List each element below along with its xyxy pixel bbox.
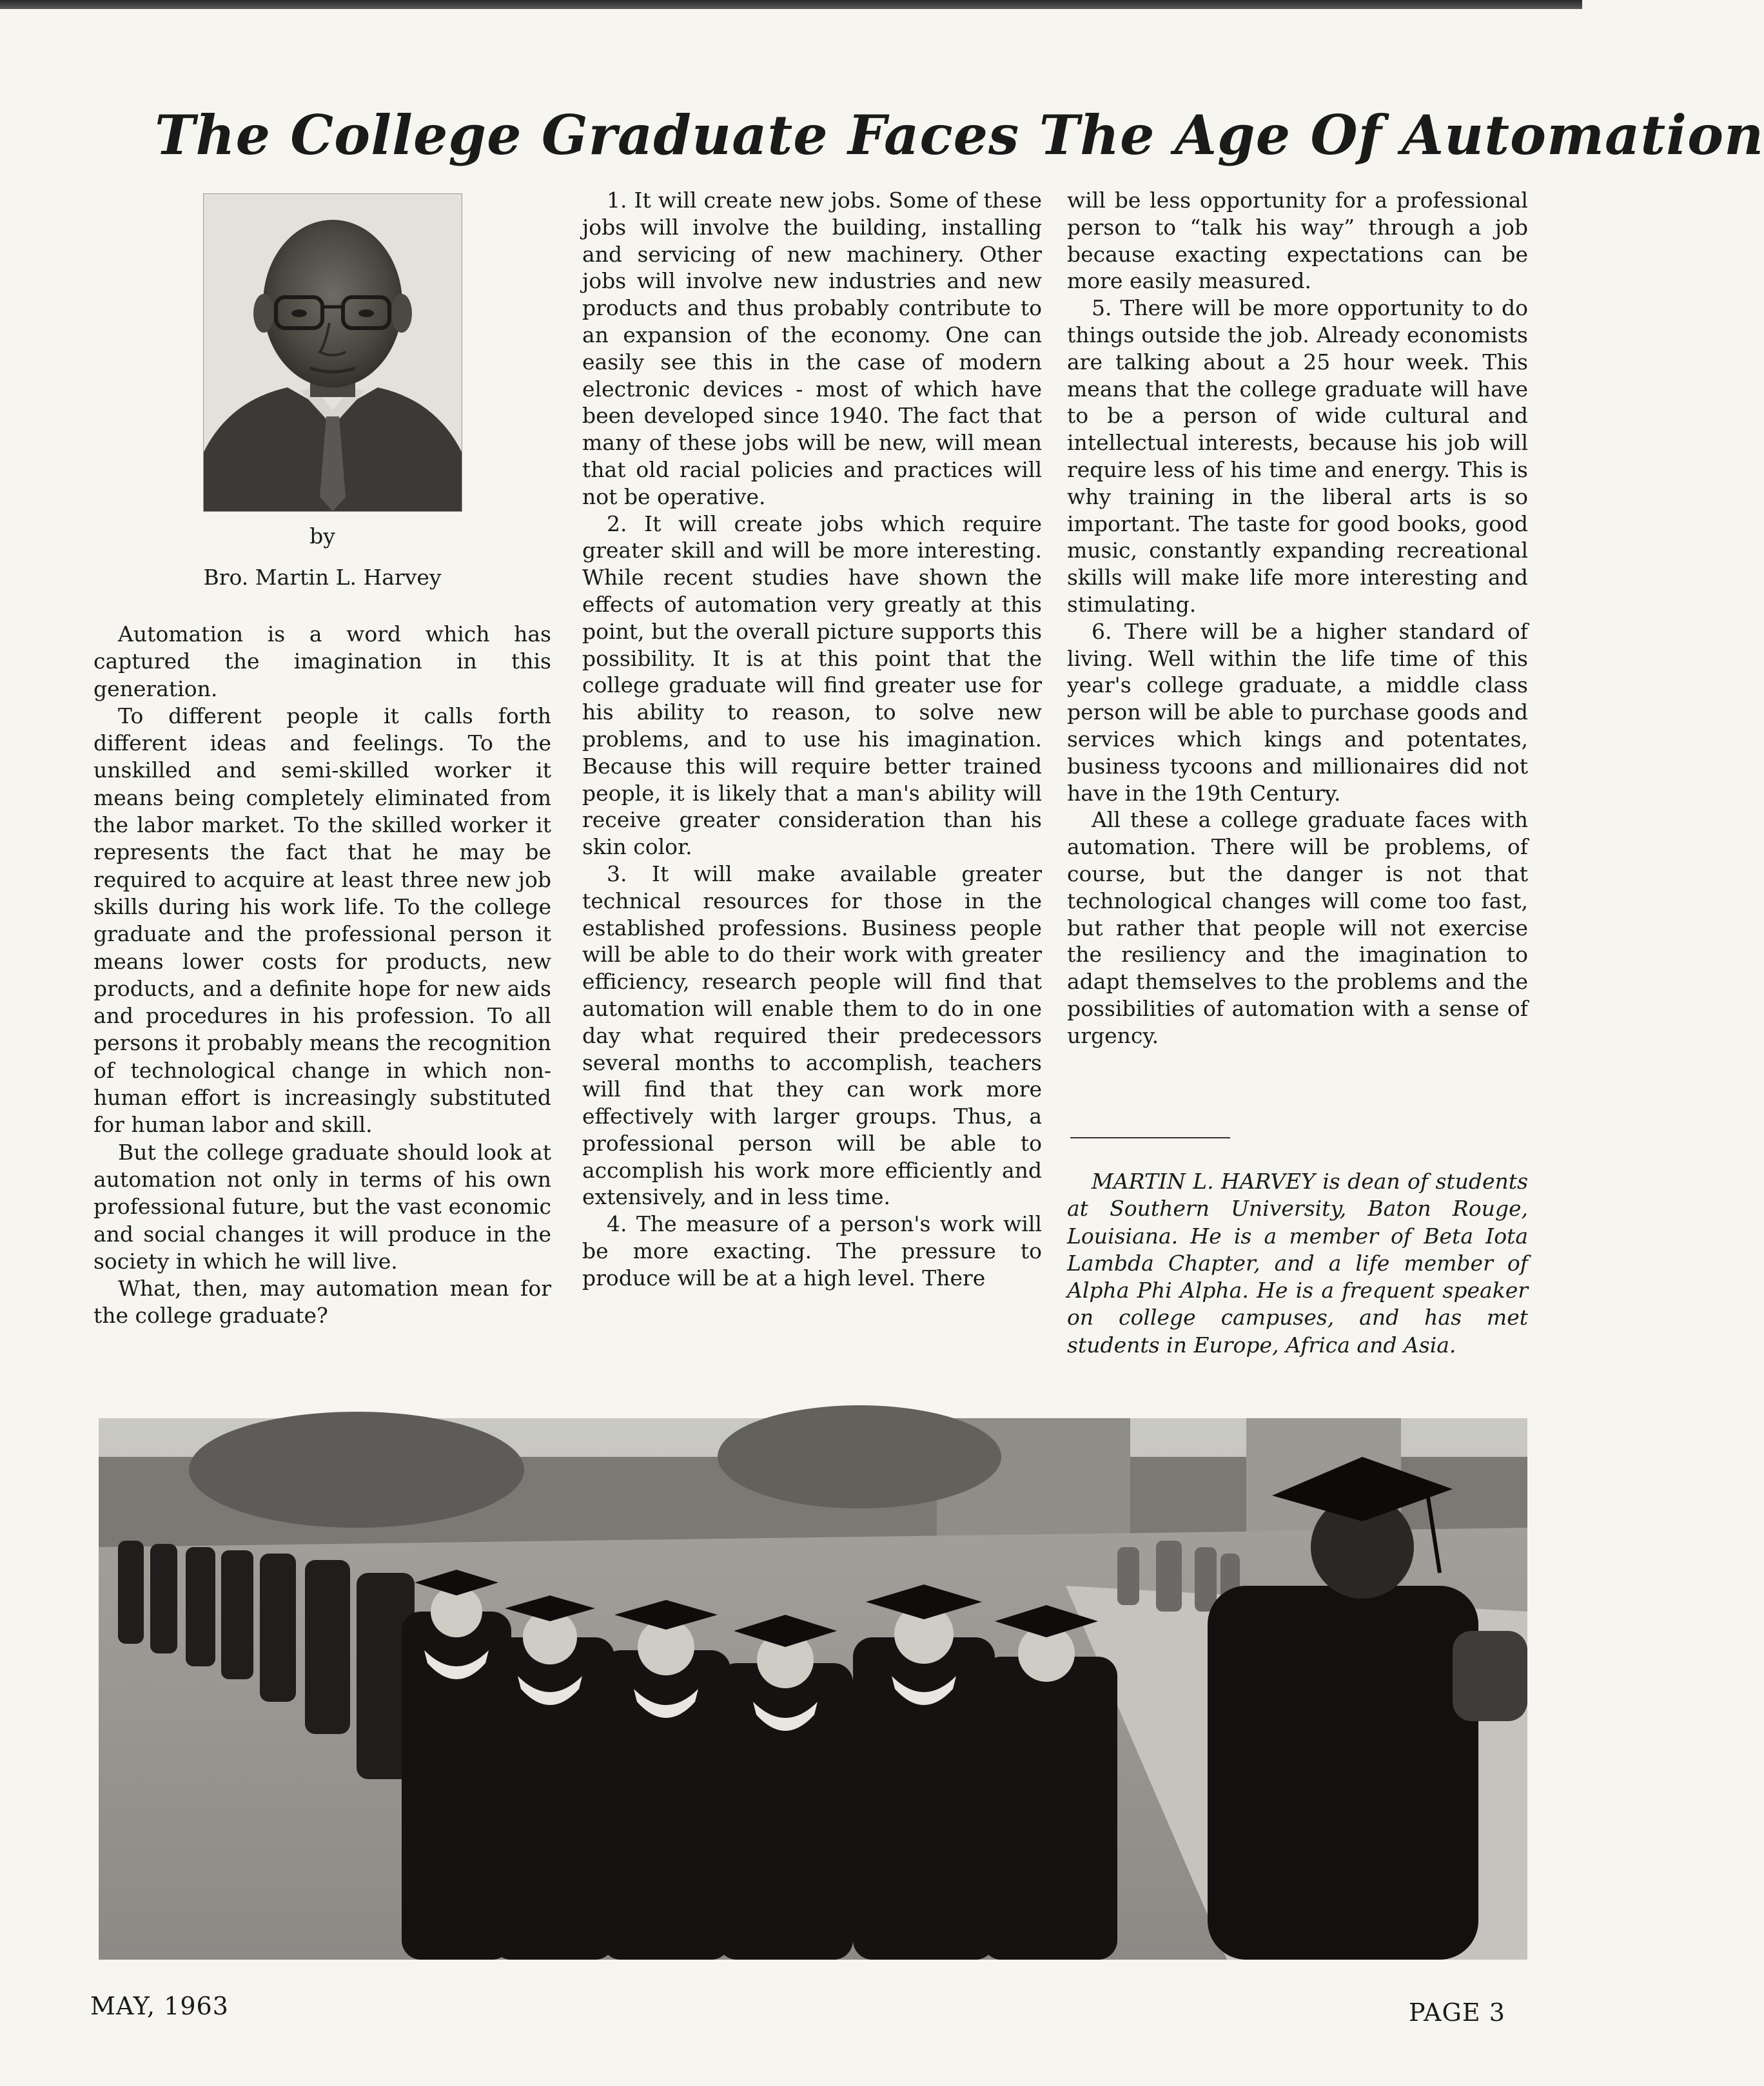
article-column-3 [1067,187,1528,1049]
paragraph: will be less opportunity for a professional person to “talk his way” through a job because exacting expectations can be more easily measured. [1067,188,1528,294]
bio-divider-rule [1070,1137,1230,1138]
byline-by: by [309,523,335,549]
article-column-1 [93,621,551,1330]
paragraph: But the college graduate should look at automation not only in terms of his own professional future, but the vast economic and social changes it will produce in the society in which he will live. [93,1139,551,1274]
article-column-2 [582,187,1042,1292]
paragraph: 5. There will be more opportunity to do things outside the job. Already economists are talking about a 25 hour week. This means that the college graduate will have to be a person of wide cultural and intellectual interests, because his job will require less of his time and energy. This is why training in the liberal arts is so important. The taste for good books, good music, constantly expanding recreational skills will make life more interesting and stimulating. [1067,295,1528,617]
paragraph: Automation is a word which has captured the imagination in this generation. [93,621,551,701]
paragraph: 4. The measure of a person's work will be more exacting. The pressure to produce will be at a high level. There [582,1211,1042,1291]
procession-illustration [99,1418,1527,1960]
paragraph: To different people it calls forth different ideas and feelings. To the unskilled and semi-skilled worker it means being completely eliminated from the labor market. To the skilled worker it represents the fact that he may be required to acquire at least three new job skills during his work life. To the college graduate and the professional person it means lower costs for products, new products, and a definite hope for new aids and procedures in his profession. To all persons it probably means the recognition of technological change in which non-human effort is increasingly substituted for human labor and skill. [93,703,551,1138]
graduation-procession-photo [99,1418,1527,1960]
top-border-rule [0,0,1582,9]
paragraph: 2. It will create jobs which require greater skill and will be more interesting. While recent studies have shown the effects of automation very greatly at this point, but the overall picture supports this possibility. It is at this point that the college graduate will find greater use for his ability to reason, to solve new problems, and to use his imagination. Because this will require better trained people, it is likely that a man's ability will receive greater consideration than his skin color. [582,511,1042,860]
author-bio: MARTIN L. HARVEY is dean of students at Southern University, Baton Rouge, Louisiana. He is a member of Beta Iota Lambda Chapter, and a life member of Alpha Phi Alpha. He is a frequent speaker on college campuses, and has met students in Europe, Africa and Asia. [1067,1169,1528,1358]
paragraph: What, then, may automation mean for the college graduate? [93,1276,551,1329]
paragraph: 1. It will create new jobs. Some of these jobs will involve the building, installing and servicing of new machinery. Other jobs will involve new industries and new products and thus probably contribute to an expansion of the economy. One can easily see this in the case of modern electronic devices - most of which have been developed since 1940. The fact that many of these jobs will be new, will mean that old racial policies and practices will not be operative. [582,188,1042,509]
paragraph: 6. There will be a higher standard of living. Well within the life time of this year's college graduate, a middle class person will be able to purchase goods and services which kings and potentates, business tycoons and millionaires did not have in the 19th Century. [1067,618,1528,806]
issue-date: MAY, 1963 [90,1992,229,2020]
article-title: The College Graduate Faces The Age Of Automation [155,103,1764,167]
paragraph: 3. It will make available greater technical resources for those in the established professions. Business people will be able to do their work with greater efficiency, research people will find that automation will enable them to do in one day what required their predecessors several months to accomplish, teachers will find that they can work more effectively with larger groups. Thus, a professional person will be able to accomplish his work more efficiently and extensively, and in less time. [582,861,1042,1210]
byline-author-name: Bro. Martin L. Harvey [203,565,442,590]
portrait-illustration [204,194,462,511]
page-number: PAGE 3 [1409,1998,1505,2027]
author-portrait-photo [203,193,462,512]
paragraph: All these a college graduate faces with automation. There will be problems, of course, but the danger is not that technological changes will come too fast, but rather that people will not exercise the resiliency and the imagination to adapt themselves to the problems and the possibilities of automation with a sense of urgency. [1067,807,1528,1048]
